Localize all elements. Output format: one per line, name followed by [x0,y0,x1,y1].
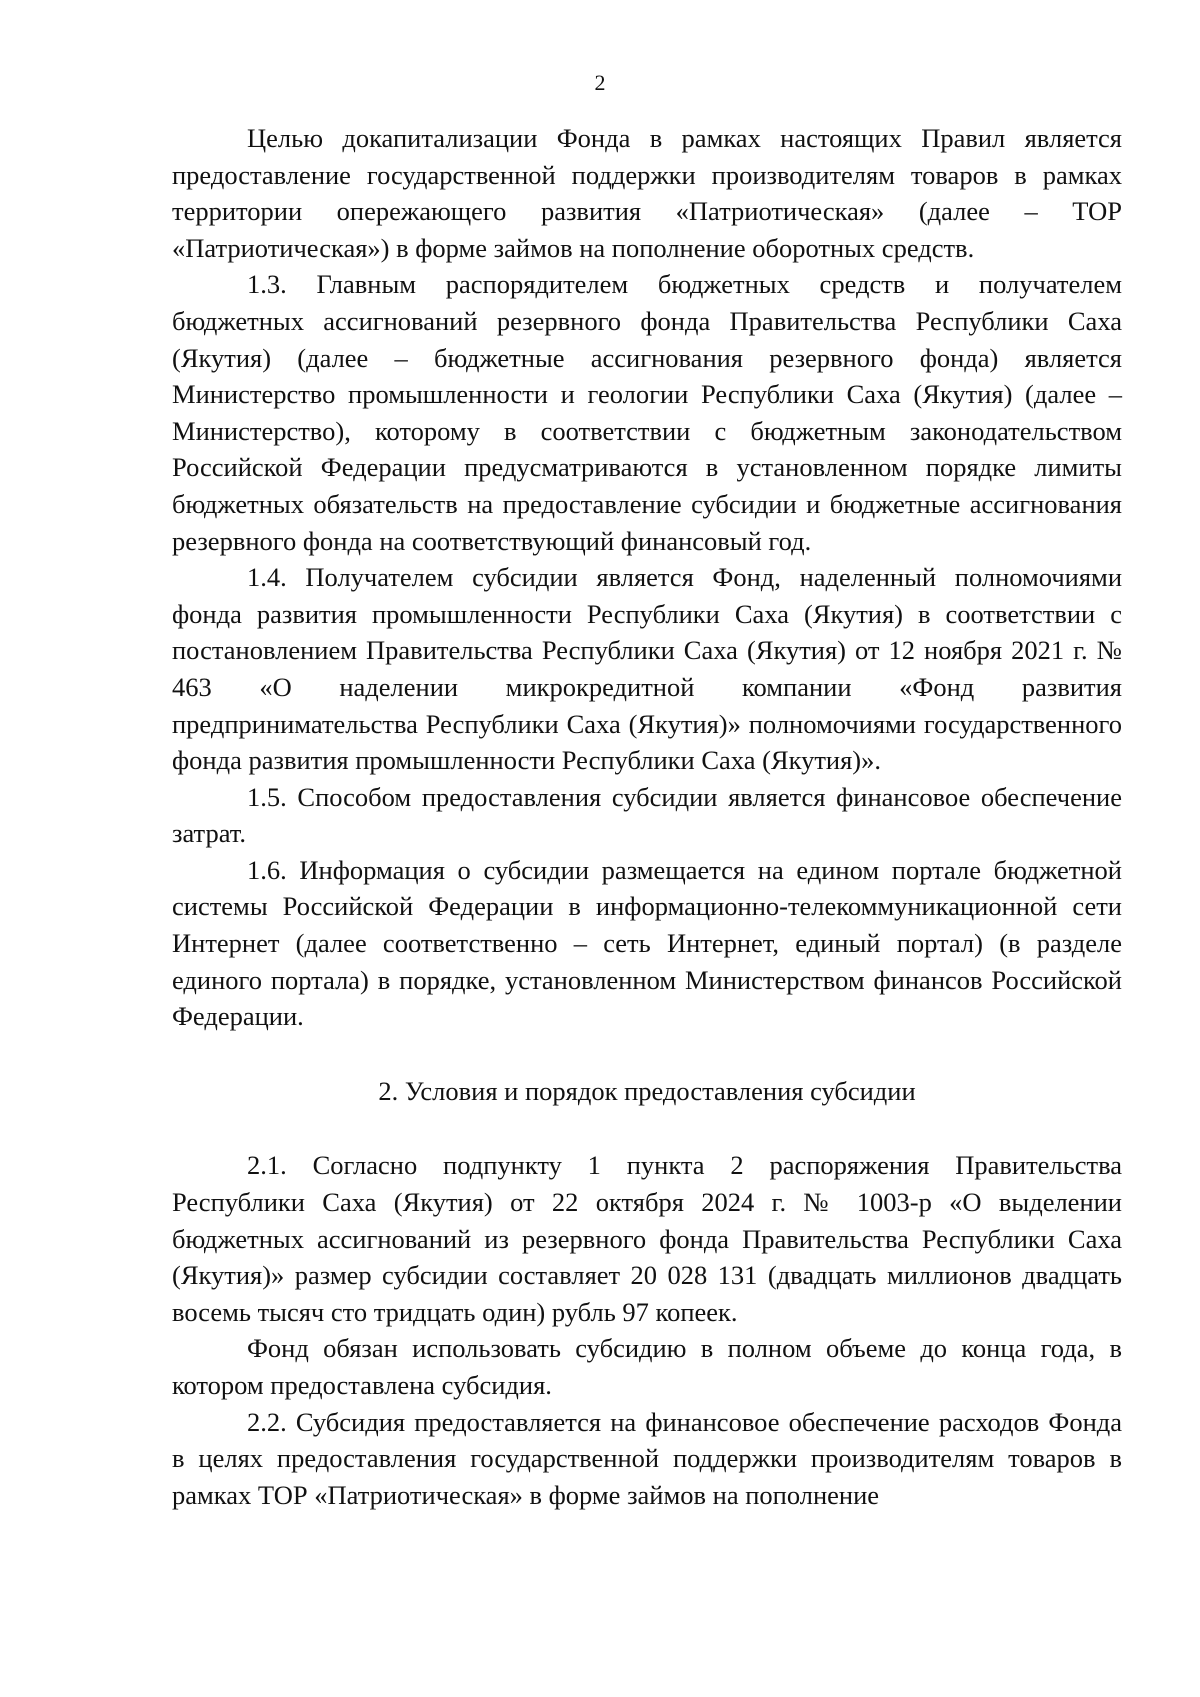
paragraph-purpose: Целью докапитализации Фонда в рамках настоящих Правил является предоставление государственной поддержки производителям товаров в рамках территории опережающего развития «Патриотическая» (далее – ТОР «Патриотическая») в форме займов на пополнение оборотных средств. [172,123,1122,263]
paragraph-2-1: 2.1. Согласно подпункту 1 пункта 2 распоряжения Правительства Республики Саха (Якутия) от 22 октября 2024 г. № 1003-р «О выделении бюджетных ассигнований из резервного фонда Правительства Республики Саха (Якутия)» размер субсидии составляет 20 028 131 (двадцать миллионов двадцать восемь тысяч сто тридцать один) рубль 97 копеек. [172,1150,1122,1327]
paragraph-1-5: 1.5. Способом предоставления субсидии является финансовое обеспечение затрат. [172,781,1122,849]
paragraph-fund-obligation: Фонд обязан использовать субсидию в полном объеме до конца года, в котором предоставлена субсидия. [172,1333,1122,1400]
paragraph-1-6: 1.6. Информация о субсидии размещается на едином портале бюджетной системы Российской Федерации в информационно-телекоммуникационной сети Интернет (далее соответственно – сеть Интернет, единый портал) (в разделе единого портала) в порядке, установленном Министерством финансов Российской Федерации. [172,854,1122,1032]
section-2-heading: 2. Условия и порядок предоставления субсидии [378,1075,916,1106]
paragraph-1-4: 1.4. Получателем субсидии является Фонд, наделенный полномочиями фонда развития промышленности Республики Саха (Якутия) в соответствии с постановлением Правительства Республики Саха (Якутия) от 12 ноября 2021 г. № 463 «О наделении микрокредитной компании «Фонд развития предпринимательства Республики Саха (Якутия)» полномочиями государственного фонда развития промышленности Республики Саха (Якутия)». [172,562,1122,776]
page-number: 2 [594,70,606,95]
document-body [172,120,1122,1513]
paragraph-2-2: 2.2. Субсидия предоставляется на финансовое обеспечение расходов Фонда в целях предоставления государственной поддержки производителям товаров в рамках ТОР «Патриотическая» в форме займов на пополнение [172,1406,1122,1510]
paragraph-1-3: 1.3. Главным распорядителем бюджетных средств и получателем бюджетных ассигнований резервного фонда Правительства Республики Саха (Якутия) (далее – бюджетные ассигнования резервного фонда) является Министерство промышленности и геологии Республики Саха (Якутия) (далее – Министерство), которому в соответствии с бюджетным законодательством Российской Федерации предусматриваются в установленном порядке лимиты бюджетных обязательств на предоставление субсидии и бюджетные ассигнования резервного фонда на соответствующий финансовый год. [172,269,1122,556]
